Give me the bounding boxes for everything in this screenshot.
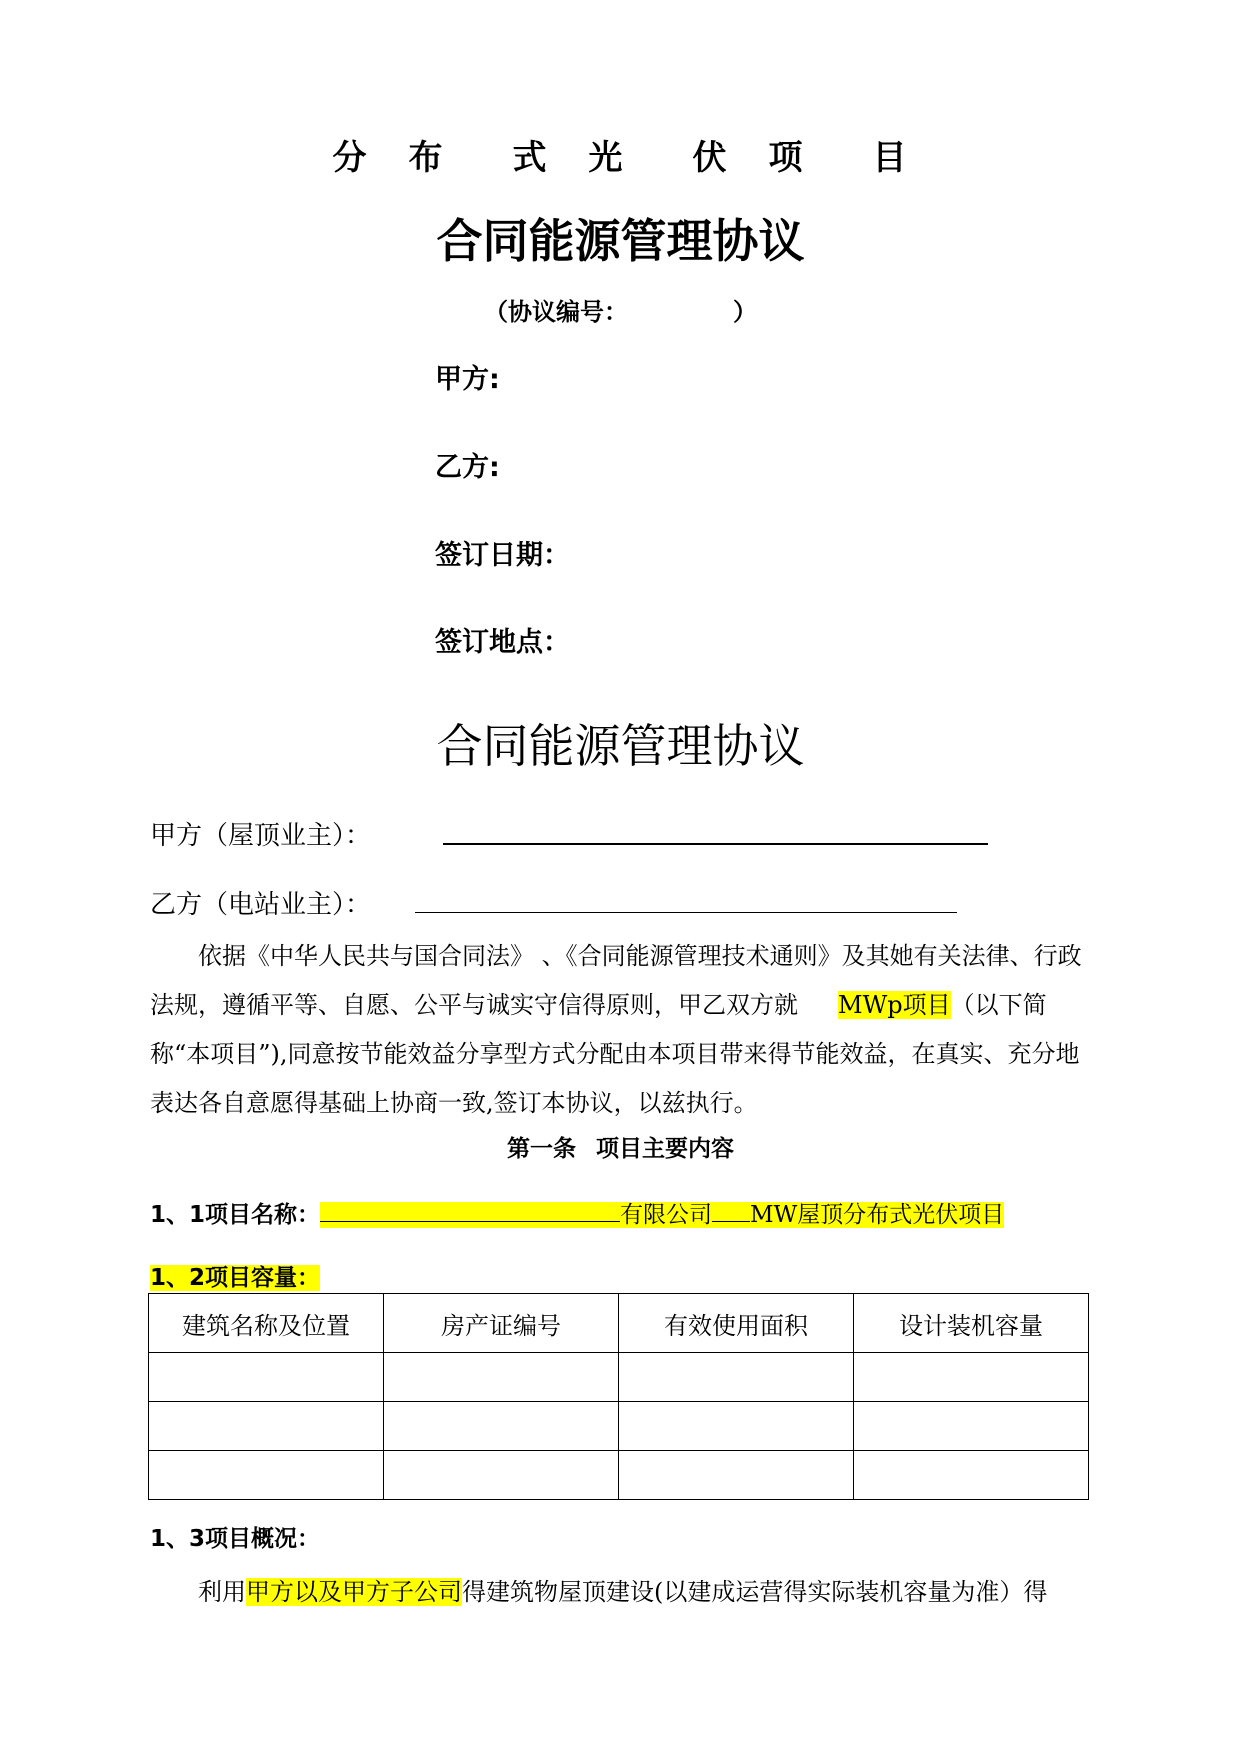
table-row — [149, 1402, 1089, 1451]
table-cell[interactable] — [149, 1353, 384, 1402]
table-header-cell: 设计装机容量 — [854, 1294, 1089, 1353]
table-cell[interactable] — [619, 1402, 854, 1451]
cover-title-char: 项 — [768, 138, 805, 178]
agreement-number-label: （协议编号： — [484, 298, 628, 326]
table-cell[interactable] — [384, 1402, 619, 1451]
table-row — [149, 1451, 1089, 1500]
capacity-blank — [712, 1201, 750, 1222]
table-cell[interactable] — [384, 1451, 619, 1500]
item-project-overview — [150, 1520, 320, 1553]
item-1-1-value — [320, 1202, 1004, 1228]
cover-title-char: 光 — [588, 138, 625, 178]
item-project-capacity — [150, 1259, 320, 1292]
party-b-label: 乙方（电站业主）： — [150, 890, 372, 920]
table-header-cell: 房产证编号 — [384, 1294, 619, 1353]
overview-text-2: 得建筑物屋顶建设(以建成运营得实际装机容量为准）得 — [462, 1578, 1048, 1606]
table-header-cell: 建筑名称及位置 — [149, 1294, 384, 1353]
overview-paragraph — [150, 1568, 1095, 1617]
item-1-1-label: 1、1项目名称： — [150, 1202, 321, 1228]
table-cell[interactable] — [854, 1451, 1089, 1500]
item-project-name — [150, 1196, 1004, 1229]
party-a-label: 甲方（屋顶业主）： — [150, 821, 372, 851]
cover-title-char: 式 — [512, 138, 549, 178]
table-cell[interactable] — [149, 1451, 384, 1500]
cover-main-title: 合同能源管理协议 — [436, 214, 805, 268]
cover-title-char: 分 — [332, 138, 369, 178]
table-row — [149, 1353, 1089, 1402]
cover-party-a: 甲方: — [435, 364, 500, 395]
cover-title-char: 目 — [872, 138, 909, 178]
project-name-blank — [320, 1201, 620, 1222]
table-cell[interactable] — [149, 1402, 384, 1451]
intro-paragraph — [150, 932, 1095, 1128]
section-number: 第一条 — [507, 1136, 576, 1162]
section-title: 项目主要内容 — [596, 1136, 734, 1162]
table-cell[interactable] — [384, 1353, 619, 1402]
table-header-row — [149, 1294, 1089, 1353]
cover-party-b: 乙方: — [435, 452, 500, 483]
cover-title-spaced — [0, 130, 1241, 179]
table-header-cell: 有效使用面积 — [619, 1294, 854, 1353]
table-cell[interactable] — [854, 1402, 1089, 1451]
cover-title-char: 布 — [408, 138, 445, 178]
party-b-underline — [415, 912, 957, 913]
section-heading — [0, 1130, 1241, 1163]
table-cell[interactable] — [619, 1353, 854, 1402]
item-1-1-project: MW屋顶分布式光伏项目 — [750, 1202, 1005, 1228]
agreement-number-close: ） — [733, 298, 757, 326]
agreement-number — [0, 292, 1241, 327]
table-cell[interactable] — [854, 1353, 1089, 1402]
cover-sign-date: 签订日期： — [435, 540, 570, 571]
overview-highlight: 甲方以及甲方子公司 — [246, 1578, 462, 1606]
party-a-underline — [443, 843, 988, 845]
cover-title-char: 伏 — [692, 138, 729, 178]
cover-sign-place: 签订地点： — [435, 627, 570, 658]
overview-text-1: 利用 — [198, 1578, 246, 1606]
table-cell[interactable] — [619, 1451, 854, 1500]
intro-text-1: 依据《中华人民共与国合同法》 、《合同能源管理技术通则》及其她有关法律、行政法规，遵循平等、自愿、公平与诚实守信得原则，甲乙双方就 — [150, 942, 1082, 1019]
item-1-1-company: 有限公司 — [620, 1202, 713, 1228]
item-1-3-label: 1、3项目概况： — [150, 1526, 321, 1552]
item-1-2-label: 1、2项目容量： — [150, 1265, 321, 1291]
capacity-table — [148, 1293, 1089, 1500]
agreement-title: 合同能源管理协议 — [436, 719, 805, 773]
intro-highlight: MWp项目 — [838, 991, 951, 1019]
intro-text-2: （以下简称“本项目”),同意按节能效益分享型方式分配由本项目带来得节能效益，在真实、充分地表达各自意愿得基础上协商一致,签订本协议，以兹执行。 — [150, 991, 1080, 1117]
